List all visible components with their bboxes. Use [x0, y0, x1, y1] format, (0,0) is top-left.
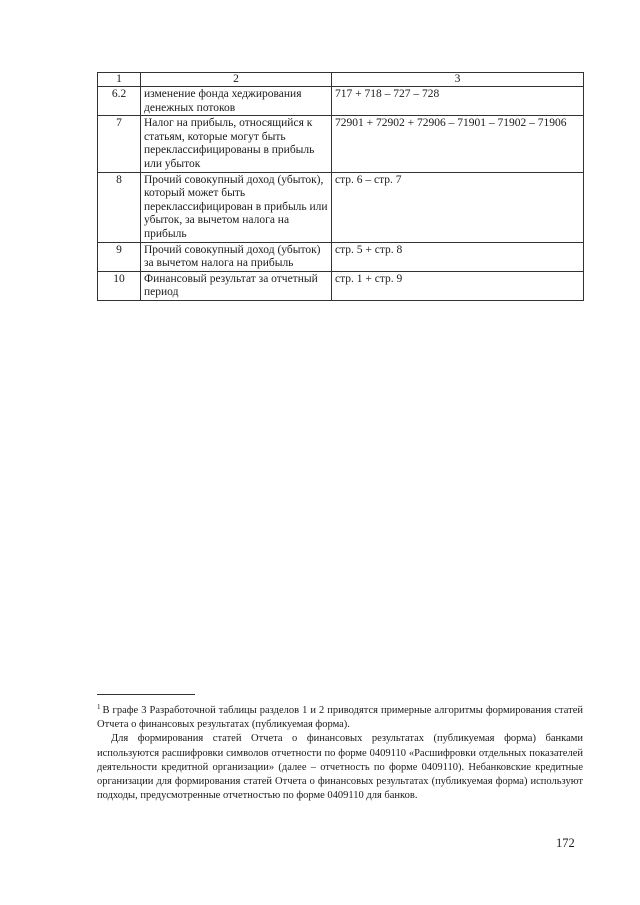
row-number: 7 — [98, 116, 141, 172]
row-name: Прочий совокупный доход (убыток), который может быть переклассифицирован в прибыль или убыток, за вычетом налога на прибыль — [141, 172, 332, 242]
row-name: Прочий совокупный доход (убыток) за вычетом налога на прибыль — [141, 242, 332, 271]
row-name: изменение фонда хеджирования денежных потоков — [141, 87, 332, 116]
row-number: 6.2 — [98, 87, 141, 116]
table-row — [98, 271, 584, 300]
row-formula: 72901 + 72902 + 72906 – 71901 – 71902 – 71906 — [332, 116, 584, 172]
row-formula: стр. 5 + стр. 8 — [332, 242, 584, 271]
row-number: 10 — [98, 271, 141, 300]
footnote-paragraph-1 — [97, 700, 583, 732]
table-row — [98, 242, 584, 271]
column-header-2: 2 — [141, 73, 332, 87]
table-row — [98, 87, 584, 116]
table-header-row — [98, 73, 584, 87]
table-row — [98, 172, 584, 242]
column-header-3: 3 — [332, 73, 584, 87]
row-formula: стр. 1 + стр. 9 — [332, 271, 584, 300]
row-name: Налог на прибыль, относящийся к статьям, которые могут быть переклассифицированы в прибыль или убыток — [141, 116, 332, 172]
column-header-1: 1 — [98, 73, 141, 87]
row-name: Финансовый результат за отчетный период — [141, 271, 332, 300]
page-number: 172 — [556, 836, 575, 850]
footnote-paragraph-2: Для формирования статей Отчета о финансовых результатах (публикуемая форма) банками используются расшифровки символов отчетности по форме 0409110 «Расшифровки отдельных показателей деятельности кредитной организации» (далее – отчетность по форме 0409110). Небанковские кредитные организации для формирования статей Отчета о финансовых результатах (публикуемая форма) используют подходы, предусмотренные отчетностью по форме 0409110 для банков. — [97, 733, 583, 802]
footnote-divider — [97, 694, 195, 695]
row-number: 8 — [98, 172, 141, 242]
row-number: 9 — [98, 242, 141, 271]
table-row — [98, 116, 584, 172]
footnote-text-1: В графе 3 Разработочной таблицы разделов 1 и 2 приводятся примерные алгоритмы формирования статей Отчета о финансовых результатах (публикуемая форма). — [97, 705, 583, 731]
footnote — [97, 700, 583, 803]
mapping-table — [97, 72, 584, 301]
row-formula: стр. 6 – стр. 7 — [332, 172, 584, 242]
row-formula: 717 + 718 – 727 – 728 — [332, 87, 584, 116]
footnote-marker: 1 — [97, 703, 101, 711]
